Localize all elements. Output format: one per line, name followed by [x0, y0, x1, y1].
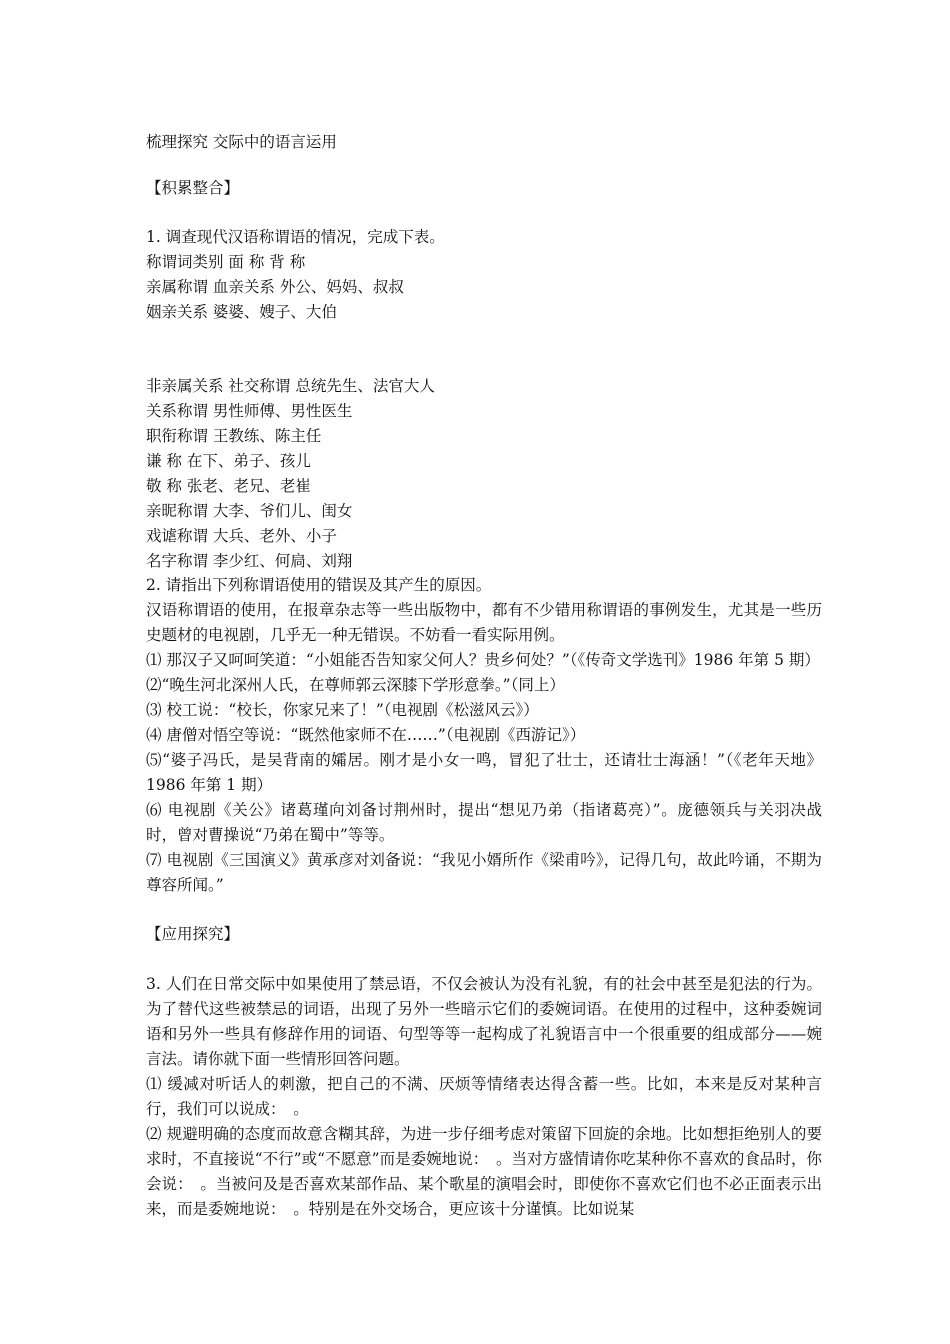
question-item: ⑵ 规避明确的态度而故意含糊其辞，为进一步仔细考虑对策留下回旋的余地。比如想拒绝别人的要求时，不直接说“不行”或“不愿意”而是委婉地说： 。当对方盛情请你吃某种你不喜欢的食品时，你会说： 。当被问及是否喜欢某部作品、某个歌星的演唱会时，即使你不喜欢它们也不必正面表示出来，而是委婉地说： 。特别是在外交场合，更应该十分谨慎。比如说某 — [146, 1125, 822, 1218]
table-row: 姻亲关系 婆婆、嫂子、大伯 — [146, 303, 337, 321]
question-3-intro: 3. 人们在日常交际中如果使用了禁忌语，不仅会被认为没有礼貌，有的社会中甚至是犯法的行为。为了替代这些被禁忌的词语，出现了另外一些暗示它们的委婉词语。在使用的过程中，这种委婉词语和另外一些具有修辞作用的词语、句型等等一起构成了礼貌语言中一个很重要的组成部分——婉言法。请你就下面一些情形回答问题。 — [146, 975, 822, 1068]
table-row: 亲属称谓 血亲关系 外公、妈妈、叔叔 — [146, 278, 404, 296]
question-2-block — [146, 573, 822, 898]
table-row: 非亲属关系 社交称谓 总统先生、法官大人 — [146, 377, 435, 395]
section-heading-apply: 【应用探究】 — [146, 925, 240, 943]
table-row: 称谓词类别 面 称 背 称 — [146, 253, 306, 271]
table-row: 戏谑称谓 大兵、老外、小子 — [146, 527, 337, 545]
question-1-prompt: 1. 调查现代汉语称谓语的情况，完成下表。 — [146, 228, 445, 246]
question-1-table-continued — [146, 374, 822, 574]
example-item: ⑸“婆子冯氏，是吴背南的孀居。刚才是小女一鸣，冒犯了壮士，还请壮士海涵！”（《老年天地》1986 年第 1 期） — [146, 751, 822, 794]
section-heading-accumulate: 【积累整合】 — [146, 179, 240, 197]
question-2-prompt: 2. 请指出下列称谓语使用的错误及其产生的原因。 — [146, 576, 492, 594]
table-row: 关系称谓 男性师傅、男性医生 — [146, 402, 353, 420]
question-item: ⑴ 缓减对听话人的刺激，把自己的不满、厌烦等情绪表达得含蓄一些。比如，本来是反对某种言行，我们可以说成： 。 — [146, 1075, 822, 1118]
question-3-block — [146, 972, 822, 1222]
document-title: 梳理探究 交际中的语言运用 — [146, 133, 337, 151]
table-row: 敬 称 张老、老兄、老崔 — [146, 477, 311, 495]
example-item: ⑹ 电视剧《关公》诸葛瑾向刘备讨荆州时，提出“想见乃弟（指诸葛亮）”。庞德领兵与关羽决战时，曾对曹操说“乃弟在蜀中”等等。 — [146, 801, 822, 844]
table-row: 名字称谓 李少红、何扃、刘翔 — [146, 552, 353, 570]
table-row: 谦 称 在下、弟子、孩儿 — [146, 452, 311, 470]
question-1-block — [146, 225, 822, 325]
table-row: 亲昵称谓 大李、爷们儿、闺女 — [146, 502, 353, 520]
example-item: ⑺ 电视剧《三国演义》黄承彦对刘备说：“我见小婿所作《梁甫吟》，记得几句，故此吟诵，不期为尊容所闻。” — [146, 851, 822, 894]
example-item: ⑴ 那汉子又呵呵笑道：“小姐能否告知家父何人？贵乡何处？”（《传奇文学选刊》1986 年第 5 期） — [146, 651, 820, 669]
example-item: ⑵“晚生河北深州人氏，在尊师郭云深膝下学形意拳。”（同上） — [146, 676, 565, 694]
example-item: ⑷ 唐僧对悟空等说：“既然他家师不在……”（电视剧《西游记》） — [146, 726, 586, 744]
table-row: 职衔称谓 王教练、陈主任 — [146, 427, 322, 445]
question-2-intro: 汉语称谓语的使用，在报章杂志等一些出版物中，都有不少错用称谓语的事例发生，尤其是一些历史题材的电视剧，几乎无一种无错误。不妨看一看实际用例。 — [146, 601, 822, 644]
example-item: ⑶ 校工说：“校长，你家兄来了！”（电视剧《松滋风云》） — [146, 701, 539, 719]
